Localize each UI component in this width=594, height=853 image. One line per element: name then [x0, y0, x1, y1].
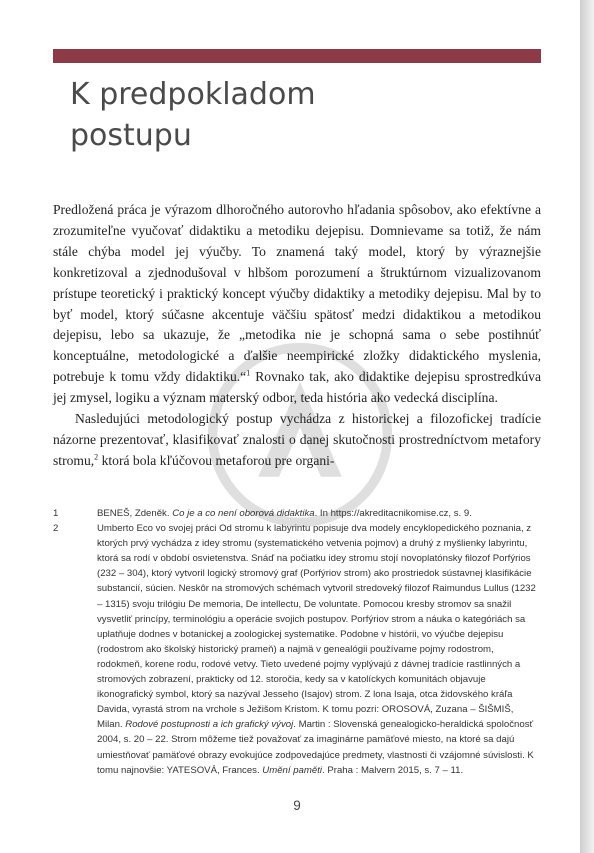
- footnote-ref[interactable]: 2: [94, 452, 99, 462]
- footnotes: [53, 506, 541, 778]
- body-paragraph: [53, 200, 541, 409]
- footnote-text-part: . In https://akreditacnikomise.cz, s. 9.: [314, 508, 472, 519]
- paragraph-text: Rovnako tak, ako didaktike dejepisu sprostredkúva jej zmysel, logiku a význam materský odbor, teda história ako vedecká disciplína.: [53, 369, 541, 406]
- footnote-number: 2: [53, 523, 59, 535]
- footnote-text-part: BENEŠ, Zdeněk.: [97, 508, 173, 519]
- paragraph-text: ktorá bola kľúčovou metaforou pre organi-: [98, 452, 335, 468]
- paragraph-text: Nasledujúci metodologický postup vychádza z historickej a filozofickej tradície názorne prezentovať, klasifikovať znalosti o danej skutočnosti prostredníctvom metafory stromu,: [53, 411, 541, 468]
- body-text: [53, 200, 541, 472]
- chapter-title-line-2: postupu: [70, 118, 192, 153]
- footnote-text: [97, 506, 541, 521]
- footnote-number: 1: [53, 508, 59, 519]
- chapter-title: [70, 74, 510, 156]
- footnote-text-part: . Praha : Malvern 2015, s. 7 – 11.: [322, 764, 464, 776]
- body-paragraph: [53, 409, 541, 472]
- footnote-title: Rodové postupnosti a ich grafický vývoj: [125, 719, 294, 731]
- chapter-title-bar: [53, 49, 541, 63]
- footnote: [53, 521, 541, 778]
- page-number: 9: [293, 798, 301, 813]
- footnote: [53, 506, 541, 521]
- footnote-text: [97, 521, 541, 778]
- footnote-text-part: Umberto Eco vo svojej práci Od stromu k labyrintu popisuje dva modely encyklopedického poznania, z ktorých prvý vychádza z idey stromu (systematického vetvenia pojmov) a druhý z myšlienky labyrintu, ktorá sa rodí v období osvietenstva. Snáď na počiatku idey stromu stojí novoplatónsky filozof Porfýrios (232 – 304), ktorý vytvoril logický stromový graf (Porfýriov strom) ako prostriedok sústavnej klasifikácie substancií, súcien. Neskôr na stromových schémach vytvoril stredoveký filozof Raimundus Lullus (1232 – 1315) svoju trilógiu De memoria, De intellectu, De voluntate. Pomocou kresby stromov sa snažil vysvetliť princípy, terminológiu a operácie svojich postupov. Porfýriov strom a náuka o kategóriách sa uplatňuje dodnes v botanickej a zoologickej systematike. Podobne v histórii, vo výučbe dejepisu (rodostrom ako školský historický prameň) a najmä v genealógii používame pojmy rodostrom, rodokmeň, korene rodu, rodové vetvy. Tieto uvedené pojmy vyplývajú z dávnej tradície rastlinných a stromových zobrazení, prakticky od 12. storočia, kedy sa v katolíckych komunitách objavuje ikonografický symbol, ktorý sa nazýval Jesseho (Isajov) strom. Z lona Isaja, otca židovského kráľa Davida, vyrastá strom na vrchole s Ježišom Kristom. K tomu pozri: OROSOVÁ, Zuzana – ŠIŠMIŠ, Milan.: [97, 523, 536, 731]
- footnote-text-part: . Martin : Slovenská genealogicko-heraldická spoločnosť 2004, s. 20 – 22. Strom môžeme tiež považovať za imaginárne pamäťové miesto, na ktoré sa dajú umiestňovať pamäťové obrazy evokujúce zodpovedajúce predmety, vlastnosti či vzájomné súvislosti. K tomu najnovšie: YATESOVÁ, Frances.: [97, 719, 534, 776]
- footnote-title: Co je a co není oborová didaktika: [172, 508, 315, 519]
- paragraph-text: Predložená práca je výrazom dlhoročného autorovho hľadania spôsobov, ako efektívne a zrozumiteľne vyučovať didaktiku a metodiku dejepisu. Domnievame sa totiž, že nám stále chýba model jej výučby. To znamená taký model, ktorý by výraznejšie konkretizoval a zjednodušoval v hlbšom porozumení a štruktúrnom vizualizovanom prístupe teoretický i praktický koncept výučby didaktiky a metodiky dejepisu. Mal by to byť model, ktorý súčasne akcentuje väčšiu spätosť medzi didaktikou a metodikou dejepisu, lebo sa ukazuje, že „metodika nie je schopná sama o sebe postihnúť konceptuálne, metodologické a ďalšie neempirické zložky didaktického myslenia, potrebuje k tomu vždy didaktiku.“: [53, 202, 541, 385]
- footnote-title: Umění paměti: [262, 764, 323, 776]
- footnote-ref[interactable]: 1: [246, 368, 251, 378]
- chapter-title-line-1: K predpokladom: [70, 77, 316, 112]
